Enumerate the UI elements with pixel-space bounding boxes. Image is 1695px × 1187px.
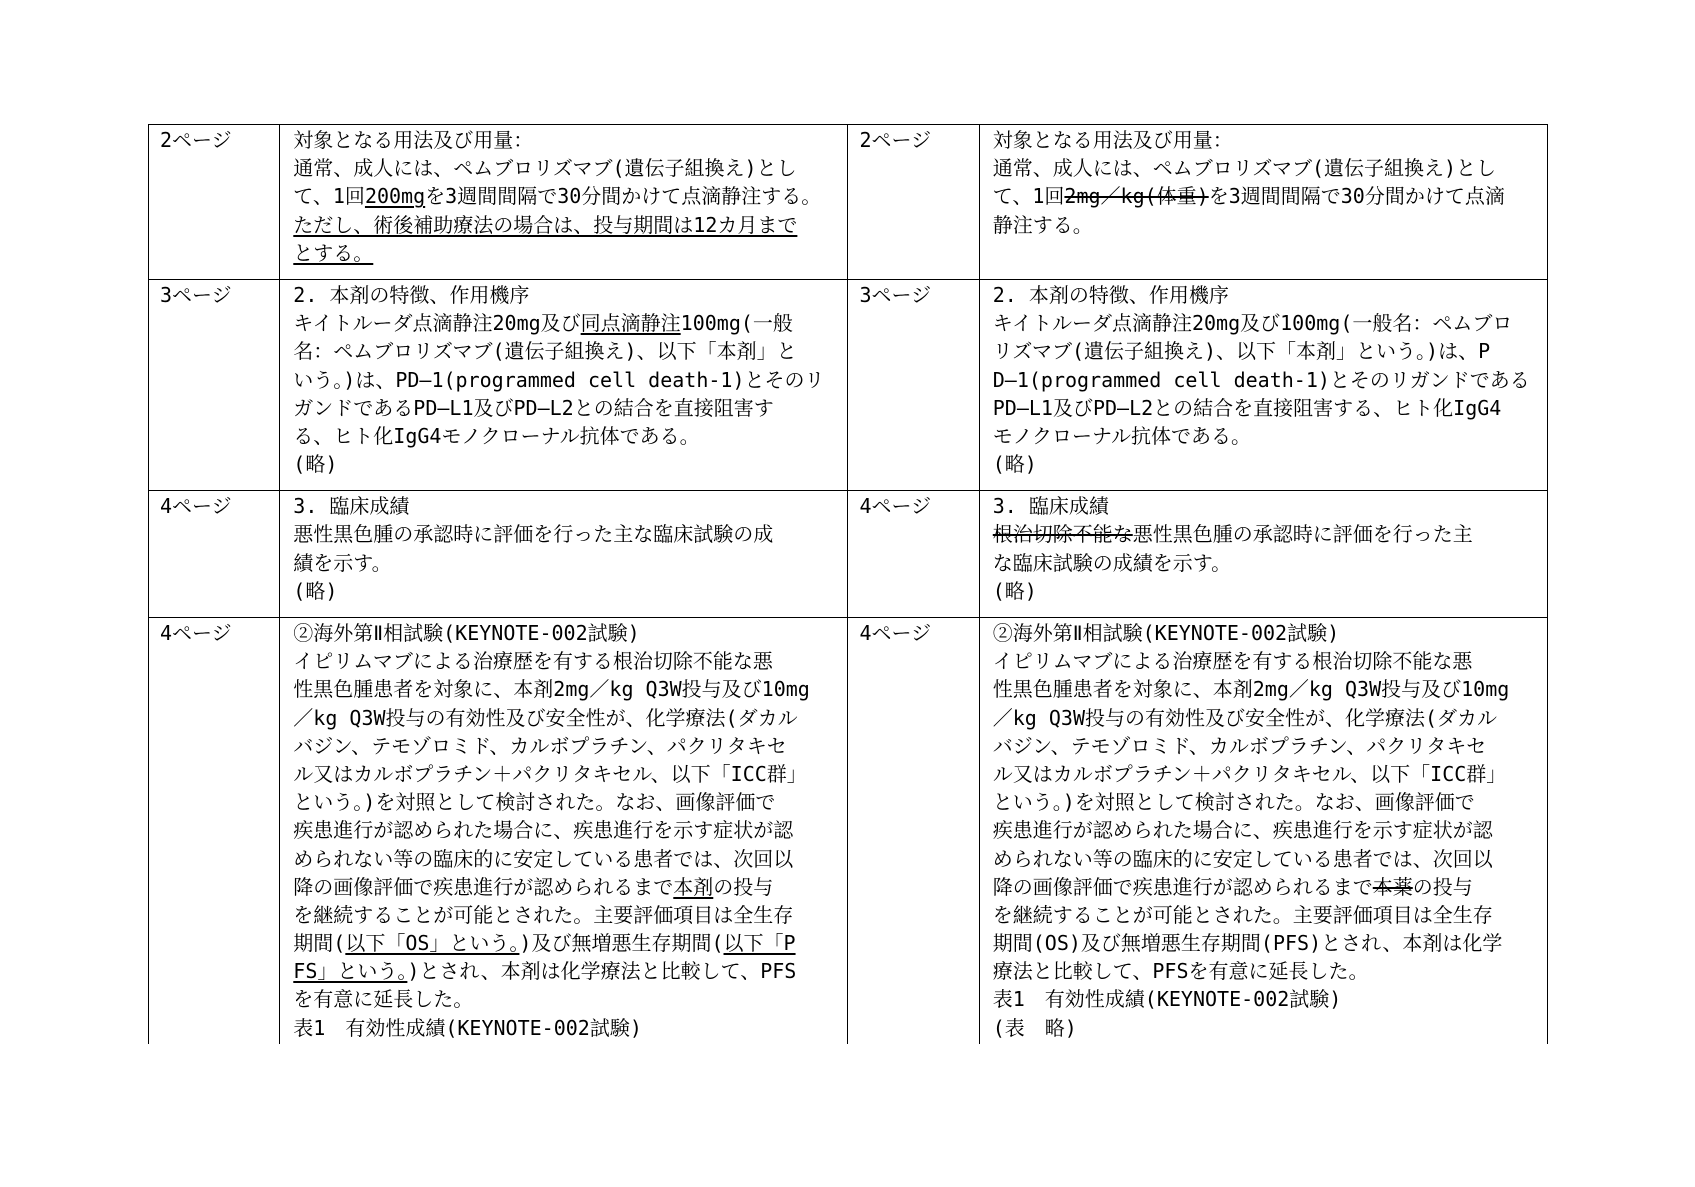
text-line: [993, 901, 1541, 929]
text-segment: 疾患進行が認められた場合に、疾患進行を示す症状が認: [992, 818, 1493, 843]
text-line: [293, 929, 841, 957]
text-segment: (略): [293, 452, 338, 477]
text-line: [993, 647, 1541, 675]
text-segment: を継続することが可能とされた。主要評価項目は全生存: [293, 902, 794, 927]
text-segment: て、1回: [992, 184, 1065, 209]
text-line: [993, 450, 1541, 478]
text-segment: を3週間間隔で30分間かけて点滴: [1208, 184, 1505, 209]
text-line: [293, 845, 841, 873]
text-line: [993, 760, 1541, 788]
text-segment: キイトルーダ点滴静注20mg及び100mg(一般名：ペムブロ: [992, 311, 1513, 336]
text-segment: )とされ、本剤は化学療法と比較して、PFS: [407, 959, 797, 984]
text-segment: ／kg Q3W投与の有効性及び安全性が、化学療法(ダカル: [992, 705, 1498, 730]
text-segment: という。)を対照として検討された。なお、画像評価で: [293, 790, 776, 815]
text-segment: バジン、テモゾロミド、カルボプラチン、パクリタキセ: [992, 733, 1487, 758]
text-line: [293, 309, 841, 337]
text-segment: て、1回: [293, 184, 365, 209]
text-line: [993, 337, 1541, 365]
table-row: [149, 279, 1548, 490]
text-line: [293, 211, 841, 239]
text-line: [293, 957, 841, 985]
text-segment: ル又はカルボプラチン＋パクリタキセル、以下「ICC群」: [992, 761, 1507, 786]
text-segment: 降の画像評価で疾患進行が認められるまで: [992, 874, 1373, 899]
text-line: [993, 182, 1541, 210]
left-page-ref: 2ページ: [149, 125, 280, 280]
left-page-ref: 4ページ: [149, 618, 280, 1045]
right-text-cell: [979, 125, 1547, 280]
text-line: [993, 845, 1541, 873]
text-line: [293, 450, 841, 478]
text-line: [993, 366, 1541, 394]
text-segment: められない等の臨床的に安定している患者では、次回以: [293, 846, 794, 871]
left-text-cell: [280, 491, 848, 618]
comparison-table: [148, 124, 1548, 1044]
text-line: [993, 281, 1541, 309]
text-line: [293, 619, 841, 647]
text-segment: ガンドであるPD—L1及びPD—L2との結合を直接阻害す: [293, 395, 774, 420]
right-page-ref: 2ページ: [848, 125, 979, 280]
left-text-cell: [280, 125, 848, 280]
text-line: [993, 704, 1541, 732]
deleted-text: 根治切除不能な: [992, 522, 1133, 547]
right-page-ref: 4ページ: [848, 491, 979, 618]
text-line: [993, 394, 1541, 422]
text-line: [293, 873, 841, 901]
text-segment: (表 略): [992, 1015, 1077, 1040]
text-segment: ②海外第Ⅱ相試験(KEYNOTE-002試験): [293, 621, 640, 645]
table-row: [149, 491, 1548, 618]
text-segment: 悪性黒色腫の承認時に評価を行った主: [1132, 522, 1473, 547]
text-segment: イピリムマブによる治療歴を有する根治切除不能な悪: [293, 649, 773, 674]
left-page-ref: 4ページ: [149, 491, 280, 618]
text-line: [293, 126, 841, 154]
inserted-text: ただし、術後補助療法の場合は、投与期間は12カ月まで: [293, 212, 798, 237]
text-line: [293, 760, 841, 788]
text-segment: D—1(programmed cell death-1)とそのリガンドである: [992, 367, 1530, 392]
text-line: [293, 788, 841, 816]
text-segment: (略): [992, 452, 1037, 477]
text-line: [293, 337, 841, 365]
text-segment: 3. 臨床成績: [293, 494, 410, 519]
text-line: [993, 816, 1541, 844]
text-line: [293, 704, 841, 732]
table-row: [149, 618, 1548, 1045]
text-segment: 100mg(一般: [680, 311, 793, 336]
text-segment: キイトルーダ点滴静注20mg及び: [293, 311, 581, 336]
text-line: [993, 492, 1541, 520]
text-line: [993, 957, 1541, 985]
text-segment: 績を示す。: [293, 550, 392, 575]
text-segment: 2. 本剤の特徴、作用機序: [992, 282, 1229, 307]
text-segment: 通常、成人には、ペムブロリズマブ(遺伝子組換え)とし: [293, 156, 797, 181]
text-line: [993, 549, 1541, 577]
text-segment: を有意に延長した。: [293, 987, 474, 1012]
text-segment: の投与: [713, 874, 774, 899]
text-line: [993, 1014, 1541, 1042]
text-line: [293, 366, 841, 394]
text-segment: 悪性黒色腫の承認時に評価を行った主な臨床試験の成: [293, 522, 774, 547]
text-line: [993, 929, 1541, 957]
text-segment: 期間(OS)及び無増悪生存期間(PFS)とされ、本剤は化学: [992, 931, 1503, 956]
inserted-text: 以下「P: [723, 931, 796, 956]
text-line: [293, 492, 841, 520]
text-segment: (略): [992, 578, 1037, 603]
right-text-cell: [979, 279, 1547, 490]
text-line: [993, 154, 1541, 182]
text-line: [993, 520, 1541, 548]
text-segment: いう。)は、PD—1(programmed cell death-1)とそのリ: [293, 367, 825, 392]
text-segment: ／kg Q3W投与の有効性及び安全性が、化学療法(ダカル: [293, 705, 798, 730]
deleted-text: 本薬: [1372, 874, 1413, 899]
text-line: [293, 154, 841, 182]
right-page-ref: 3ページ: [848, 279, 979, 490]
text-segment: 対象となる用法及び用量：: [293, 128, 534, 152]
text-line: [293, 281, 841, 309]
text-segment: 表1 有効性成績(KEYNOTE-002試験): [992, 987, 1342, 1012]
text-line: [293, 901, 841, 929]
left-text-cell: [280, 279, 848, 490]
text-line: [293, 647, 841, 675]
text-line: [293, 675, 841, 703]
text-segment: 性黒色腫患者を対象に、本剤2mg／kg Q3W投与及び10mg: [293, 677, 810, 702]
text-line: [993, 211, 1541, 239]
inserted-text: 同点滴静注: [580, 311, 681, 336]
text-line: [293, 394, 841, 422]
text-segment: な臨床試験の成績を示す。: [992, 550, 1232, 575]
text-line: [293, 816, 841, 844]
text-line: [993, 577, 1541, 605]
inserted-text: とする。: [293, 240, 374, 265]
text-segment: バジン、テモゾロミド、カルボプラチン、パクリタキセ: [293, 733, 787, 758]
text-line: [293, 520, 841, 548]
text-line: [993, 422, 1541, 450]
text-line: [293, 182, 841, 210]
text-segment: ル又はカルボプラチン＋パクリタキセル、以下「ICC群」: [293, 761, 807, 786]
text-segment: )及び無増悪生存期間(: [519, 931, 724, 956]
inserted-text: 以下「OS」という。: [345, 931, 520, 956]
text-segment: 疾患進行が認められた場合に、疾患進行を示す症状が認: [293, 818, 794, 843]
text-line: [993, 873, 1541, 901]
text-line: [293, 1014, 841, 1042]
table-row: [149, 125, 1548, 280]
text-segment: 名：ペムブロリズマブ(遺伝子組換え)、以下「本剤」と: [293, 339, 797, 364]
text-line: [293, 422, 841, 450]
text-segment: リズマブ(遺伝子組換え)、以下「本剤」という。)は、P: [992, 339, 1491, 364]
text-segment: 通常、成人には、ペムブロリズマブ(遺伝子組換え)とし: [992, 156, 1497, 181]
text-line: [293, 239, 841, 267]
text-segment: 表1 有効性成績(KEYNOTE-002試験): [293, 1015, 642, 1040]
text-segment: ②海外第Ⅱ相試験(KEYNOTE-002試験): [992, 621, 1340, 645]
text-line: [293, 732, 841, 760]
text-segment: イピリムマブによる治療歴を有する根治切除不能な悪: [992, 649, 1473, 674]
text-segment: 3. 臨床成績: [992, 494, 1109, 519]
text-line: [993, 126, 1541, 154]
text-line: [993, 619, 1541, 647]
right-text-cell: [979, 618, 1547, 1045]
text-line: [993, 675, 1541, 703]
text-line: [993, 732, 1541, 760]
text-segment: められない等の臨床的に安定している患者では、次回以: [992, 846, 1493, 871]
text-segment: 2. 本剤の特徴、作用機序: [293, 282, 530, 307]
text-line: [993, 985, 1541, 1013]
right-text-cell: [979, 491, 1547, 618]
text-line: [293, 549, 841, 577]
deleted-text: 2mg／kg(体重): [1064, 184, 1209, 209]
text-line: [293, 577, 841, 605]
text-segment: PD—L1及びPD—L2との結合を直接阻害する、ヒト化IgG4: [992, 395, 1502, 420]
left-text-cell: [280, 618, 848, 1045]
text-segment: モノクローナル抗体である。: [992, 423, 1251, 448]
text-segment: 性黒色腫患者を対象に、本剤2mg／kg Q3W投与及び10mg: [992, 677, 1510, 702]
inserted-text: FS」という。: [293, 959, 408, 984]
text-segment: 静注する。: [992, 212, 1093, 237]
comparison-table-body: [149, 125, 1548, 1045]
text-line: [993, 309, 1541, 337]
text-line: [293, 985, 841, 1013]
text-segment: 降の画像評価で疾患進行が認められるまで: [293, 874, 674, 899]
text-segment: を継続することが可能とされた。主要評価項目は全生存: [992, 902, 1493, 927]
text-segment: 対象となる用法及び用量：: [992, 128, 1233, 152]
text-segment: る、ヒト化IgG4モノクローナル抗体である。: [293, 423, 700, 448]
inserted-text: 200mg: [364, 184, 426, 209]
right-page-ref: 4ページ: [848, 618, 979, 1045]
inserted-text: 本剤: [673, 874, 714, 899]
left-page-ref: 3ページ: [149, 279, 280, 490]
text-segment: 期間(: [293, 931, 346, 956]
text-segment: (略): [293, 578, 338, 603]
text-line: [993, 788, 1541, 816]
text-segment: 療法と比較して、PFSを有意に延長した。: [992, 959, 1369, 984]
text-segment: の投与: [1412, 874, 1473, 899]
text-segment: を3週間間隔で30分間かけて点滴静注する。: [425, 184, 822, 209]
text-segment: という。)を対照として検討された。なお、画像評価で: [992, 790, 1475, 815]
